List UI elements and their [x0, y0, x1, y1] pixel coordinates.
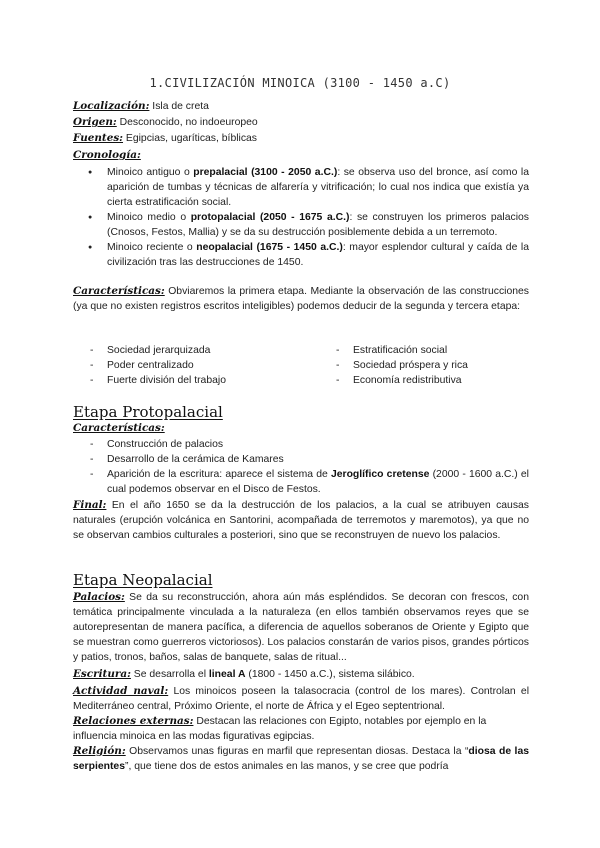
relaciones-paragraph: Relaciones externas: Destacan las relaciones con Egipto, notables por ejemplo en la influencia minoica en las modas figurativas egipcias.: [73, 715, 487, 742]
list-item: - Sociedad jerarquizada: [107, 343, 210, 358]
escritura-paragraph: Escritura: Se desarrolla el lineal A (1800 - 1450 a.C.), sistema silábico.: [73, 668, 415, 680]
origen-label: Origen:: [73, 116, 117, 128]
list-item: ● Minoico reciente o neopalacial (1675 - 1450 a.C.): mayor esplendor cultural y caída de la civilización tras las destrucciones de 1450.: [88, 240, 529, 270]
list-item: ● Minoico medio o protopalacial (2050 - 1675 a.C.): se construyen los primeros palacios (Cnosos, Festos, Mallia) y se da su destrucción posiblemente debida a un terremoto.: [88, 210, 529, 240]
page-title: 1.CIVILIZACIÓN MINOICA (3100 - 1450 a.C): [149, 76, 451, 90]
cronologia-label: Cronología:: [73, 149, 141, 161]
proto-caracteristicas-heading: [73, 421, 529, 436]
origen-line: [73, 115, 529, 130]
cronologia-list: [88, 165, 529, 270]
list-item: - Estratificación social: [353, 343, 447, 358]
religion-paragraph: Religión: Observamos unas figuras en marfil que representan diosas. Destaca la “diosa de las serpientes”, que tiene dos de estos animales en las manos, y se cree que podría: [73, 745, 529, 772]
fuentes-label: Fuentes:: [73, 132, 124, 144]
section-heading-neopalacial: Etapa Neopalacial: [73, 571, 213, 589]
palacios-label: Palacios:: [73, 591, 125, 603]
fuentes-line: [73, 131, 529, 146]
naval-label: Actividad naval:: [73, 685, 169, 697]
section-heading-protopalacial: Etapa Protopalacial: [73, 403, 223, 421]
naval-paragraph: Actividad naval: Los minoicos poseen la talasocracia (control de los mares). Controlan el Mediterráneo central, Próximo Oriente, el norte de África y el Egeo septentrional.: [73, 685, 529, 712]
list-item: - Fuerte división del trabajo: [107, 373, 226, 388]
list-item: - Economía redistributiva: [353, 373, 462, 388]
list-item: - Aparición de la escritura: aparece el sistema de Jeroglífico cretense (2000 - 1600 a.C.) el cual podemos observar en el Disco de Festos.: [107, 467, 529, 497]
escritura-label: Escritura:: [73, 668, 131, 680]
list-item: - Desarrollo de la cerámica de Kamares: [107, 452, 284, 467]
relaciones-label: Relaciones externas:: [73, 715, 194, 727]
list-item: - Construcción de palacios: [107, 437, 223, 452]
cronologia-heading: [73, 148, 529, 163]
palacios-paragraph: Palacios: Se da su reconstrucción, ahora aún más espléndidos. Se decoran con frescos, con temática principalmente vinculada a la naturaleza (en ellos también observamos reyes que se autorepresentan de manera pacífica, a diferencia de aquellos soberanos de Oriente y Egipto que se muestran como guerreros victoriosos). Los palacios constarán de varios pisos, grandes pórticos y patios, tronos, baños, salas de banquete, salas de ritual...: [73, 591, 529, 663]
caracteristicas-label: Características:: [73, 285, 165, 297]
final-paragraph: Final: En el año 1650 se da la destrucción de los palacios, a la cual se atribuyen causas naturales (erupción volcánica en Santorini, acompañada de terremotos y maremotos), ya que no se observan cambios culturales a posteriori, sino que se reconstruyen de nuevo los palacios.: [73, 499, 529, 541]
list-item: - Poder centralizado: [107, 358, 194, 373]
list-item: - Sociedad próspera y rica: [353, 358, 468, 373]
fuentes-text: Egipcias, ugaríticas, bíblicas: [123, 133, 258, 144]
origen-text: Desconocido, no indoeuropeo: [116, 117, 258, 128]
religion-label: Religión:: [73, 745, 126, 757]
localizacion-line: [73, 99, 529, 114]
final-label: Final:: [73, 499, 107, 511]
localizacion-label: Localización:: [73, 100, 150, 112]
caracteristicas-paragraph: Características: Obviaremos la primera etapa. Mediante la observación de las construcciones (ya que no existen registros escritos inteligibles) podemos deducir de la segunda y tercera etapa:: [73, 285, 529, 312]
proto-caracteristicas-label: Características:: [73, 422, 165, 434]
localizacion-text: Isla de creta: [149, 101, 209, 112]
list-item: ● Minoico antiguo o prepalacial (3100 - 2050 a.C.): se observa uso del bronce, así como la aparición de tumbas y técnicas de alfarería y vitrificación; lo cual nos indica que existía ya cierta estratificación social.: [88, 165, 529, 210]
